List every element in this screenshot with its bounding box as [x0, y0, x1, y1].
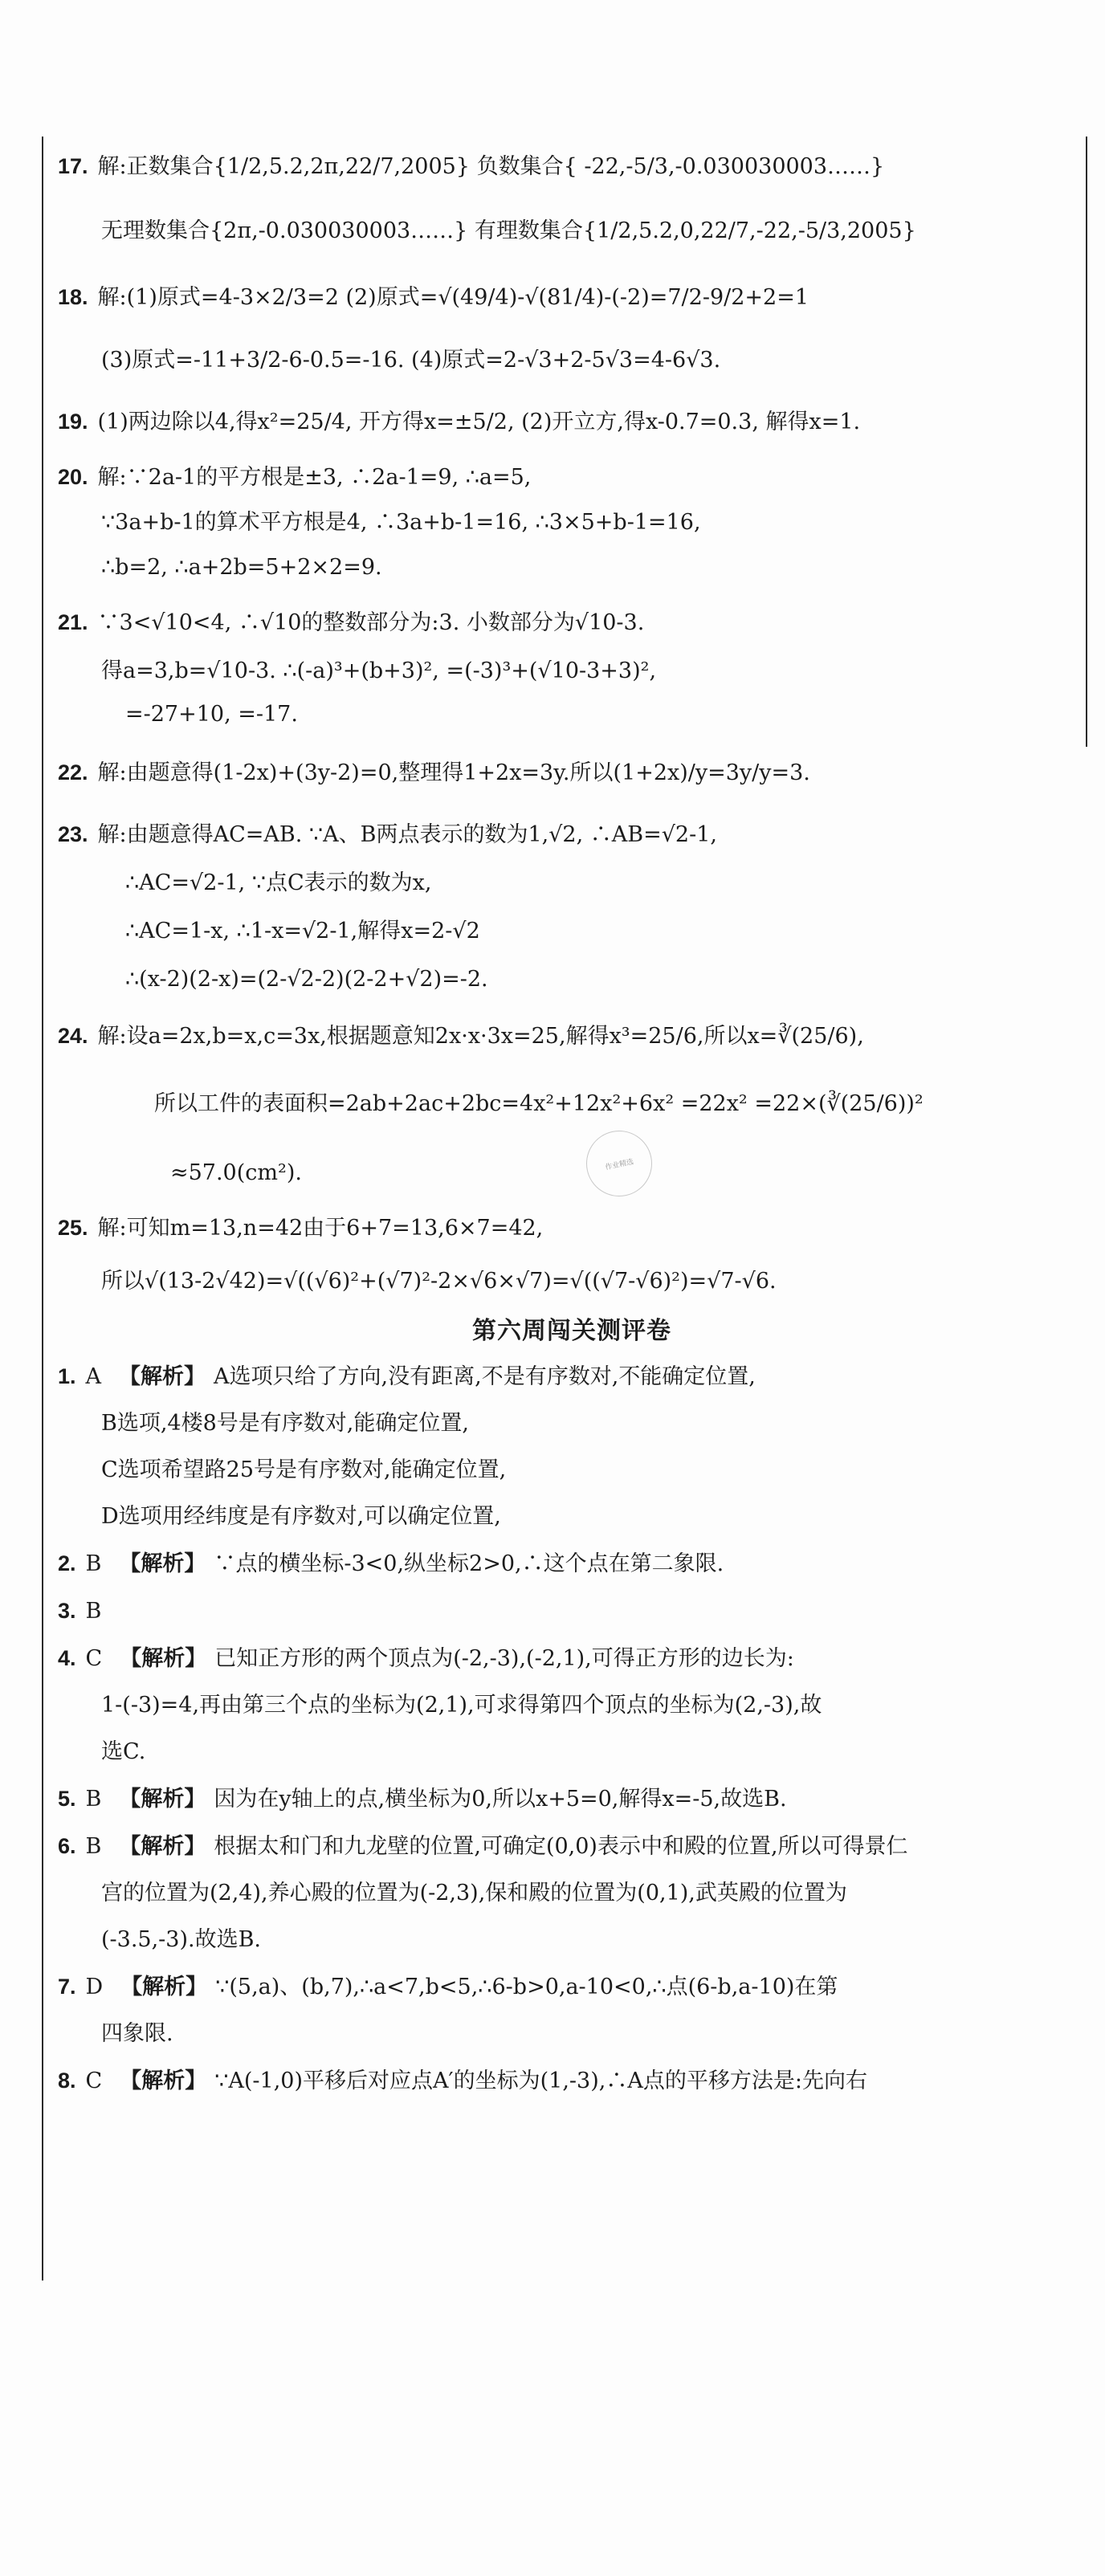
answer-23-line3: ∴AC=1-x, ∴1-x=√2-1,解得x=2-√2 — [125, 919, 480, 944]
q3: 3. B — [58, 1599, 102, 1624]
answer-23-line4: ∴(x-2)(2-x)=(2-√2-2)(2-2+√2)=-2. — [125, 967, 488, 992]
answer-18-line2: (3)原式=-11+3/2-6-0.5=-16. (4)原式=2-√3+2-5√3=4-6√3. — [101, 348, 721, 373]
answer-21-line2: 得a=3,b=√10-3. ∴(-a)³+(b+3)², =(-3)³+(√10-3+3)², — [101, 658, 657, 683]
answer-23-line1: 23. 解:由题意得AC=AB. ∵A、B两点表示的数为1,√2, ∴AB=√2-1, — [58, 822, 717, 847]
q7-line2: 四象限. — [101, 2021, 173, 2046]
q7-line1: 7. D 【解析】 ∵(5,a)、(b,7),∴a<7,b<5,∴6-b>0,a-10<0,∴点(6-b,a-10)在第 — [58, 1975, 838, 1999]
left-margin-line — [42, 137, 43, 2280]
answer-21-line3: =-27+10, =-17. — [125, 702, 298, 727]
q6-line2: 宫的位置为(2,4),养心殿的位置为(-2,3),保和殿的位置为(0,1),武英殿的位置为 — [101, 1881, 847, 1906]
answer-20-line2: ∵3a+b-1的算术平方根是4, ∴3a+b-1=16, ∴3×5+b-1=16, — [101, 510, 701, 535]
answer-20-line1: 20. 解:∵2a-1的平方根是±3, ∴2a-1=9, ∴a=5, — [58, 465, 532, 490]
answer-18-line1: 18. 解:(1)原式=4-3×2/3=2 (2)原式=√(49/4)-√(81/4)-(-2)=7/2-9/2+2=1 — [58, 285, 809, 310]
right-margin-line — [1086, 137, 1087, 747]
q1-line4: D选项用经纬度是有序数对,可以确定位置, — [101, 1504, 501, 1529]
q1-line1: 1. A 【解析】 A选项只给了方向,没有距离,不是有序数对,不能确定位置, — [58, 1364, 756, 1389]
answer-24-line1: 24. 解:设a=2x,b=x,c=3x,根据题意知2x·x·3x=25,解得x³=25/6,所以x=∛(25/6), — [58, 1024, 864, 1049]
q2: 2. B 【解析】 ∵点的横坐标-3<0,纵坐标2>0,∴这个点在第二象限. — [58, 1551, 724, 1576]
answer-17-line2: 无理数集合{2π,-0.030030003……} 有理数集合{1/2,5.2,0,22/7,-22,-5/3,2005} — [101, 218, 916, 243]
answer-21-line1: 21. ∵3<√10<4, ∴√10的整数部分为:3. 小数部分为√10-3. — [58, 610, 645, 635]
q1-line2: B选项,4楼8号是有序数对,能确定位置, — [101, 1411, 469, 1436]
q4-line3: 选C. — [101, 1739, 146, 1764]
answer-24-line3: ≈57.0(cm²). — [170, 1160, 302, 1185]
q6-line1: 6. B 【解析】 根据太和门和九龙壁的位置,可确定(0,0)表示中和殿的位置,所以可得景仁 — [58, 1834, 908, 1859]
answer-23-line2: ∴AC=√2-1, ∵点C表示的数为x, — [125, 870, 432, 895]
watermark-stamp: 作业精选 — [580, 1124, 658, 1202]
answer-24-line2: 所以工件的表面积=2ab+2ac+2bc=4x²+12x²+6x² =22x² =22×(∛(25/6))² — [154, 1091, 924, 1116]
answer-19: 19. (1)两边除以4,得x²=25/4, 开方得x=±5/2, (2)开立方,得x-0.7=0.3, 解得x=1. — [58, 410, 861, 434]
section-title: 第六周闯关测评卷 — [472, 1317, 671, 1345]
answer-17-line1: 17. 解:正数集合{1/2,5.2,2π,22/7,2005} 负数集合{ -22,-5/3,-0.030030003……} — [58, 154, 885, 179]
q1-line3: C选项希望路25号是有序数对,能确定位置, — [101, 1457, 507, 1482]
q4-line2: 1-(-3)=4,再由第三个点的坐标为(2,1),可求得第四个顶点的坐标为(2,-3),故 — [101, 1693, 822, 1718]
q8-line1: 8. C 【解析】 ∵A(-1,0)平移后对应点A′的坐标为(1,-3),∴A点的平移方法是:先向右 — [58, 2069, 867, 2093]
answer-25-line2: 所以√(13-2√42)=√((√6)²+(√7)²-2×√6×√7)=√((√7-√6)²)=√7-√6. — [101, 1269, 777, 1294]
answer-20-line3: ∴b=2, ∴a+2b=5+2×2=9. — [101, 555, 382, 580]
q6-line3: (-3.5,-3).故选B. — [101, 1927, 262, 1952]
answer-25-line1: 25. 解:可知m=13,n=42由于6+7=13,6×7=42, — [58, 1216, 544, 1241]
answer-22: 22. 解:由题意得(1-2x)+(3y-2)=0,整理得1+2x=3y.所以(1+2x)/y=3y/y=3. — [58, 760, 810, 785]
answer-content — [58, 137, 1086, 2095]
q5: 5. B 【解析】 因为在y轴上的点,横坐标为0,所以x+5=0,解得x=-5,故选B. — [58, 1787, 787, 1812]
q4-line1: 4. C 【解析】 已知正方形的两个顶点为(-2,-3),(-2,1),可得正方形的边长为: — [58, 1646, 794, 1671]
